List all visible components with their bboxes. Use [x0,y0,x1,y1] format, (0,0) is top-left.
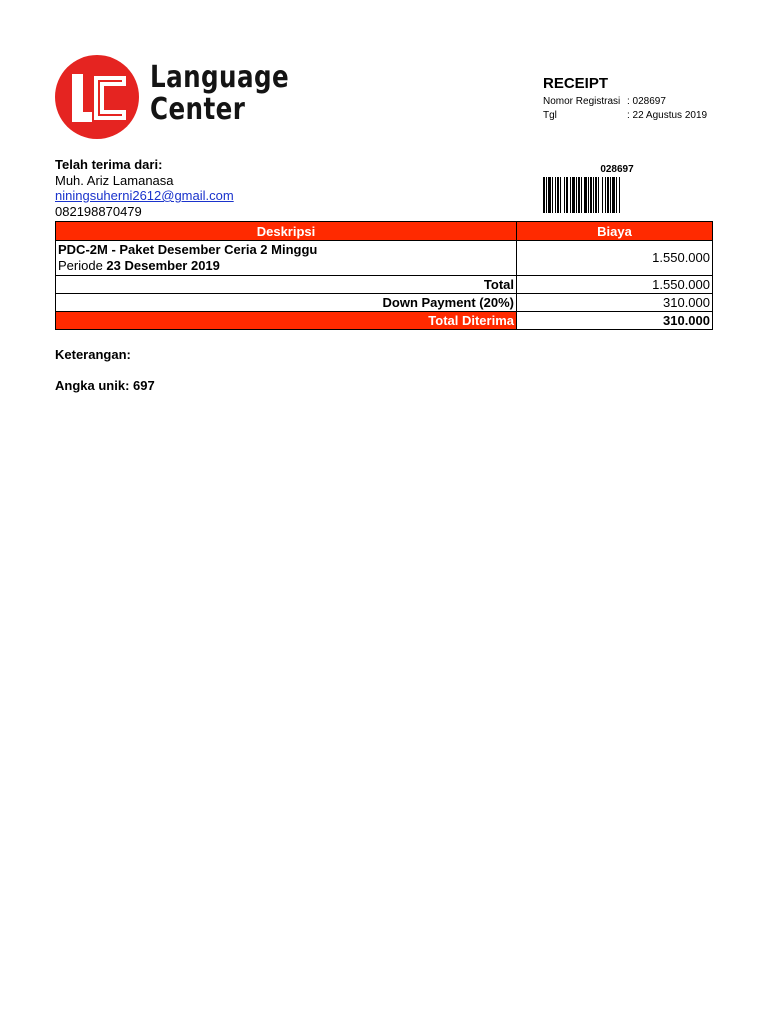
barcode-bar [548,177,551,213]
registration-value: : 028697 [627,96,666,107]
barcode-bar [619,177,620,213]
barcode-bar [616,177,617,213]
date-label: Tgl [543,110,557,121]
down-payment-value: 310.000 [517,294,713,312]
barcode-bar [572,177,575,213]
total-value: 1.550.000 [517,276,713,294]
barcode-bar [570,177,571,213]
receipt-header [543,75,707,123]
down-payment-label: Down Payment (20%) [56,294,517,312]
barcode-bar [578,177,580,213]
item-cost: 1.550.000 [517,241,713,276]
barcode-bar [602,177,603,213]
barcode-bar [581,177,582,213]
barcode-bar [595,177,597,213]
receipt-title: RECEIPT [543,75,609,92]
barcode-bars-icon [543,177,685,213]
barcode-bar [552,177,553,213]
registration-label: Nomor Registrasi [543,96,621,107]
date-value: : 22 Agustus 2019 [627,110,708,121]
barcode-bar [590,177,592,213]
barcode-bar [598,177,599,213]
barcode-bar [560,177,561,213]
total-received-value: 310.000 [517,312,713,330]
description-header: Deskripsi [56,222,517,241]
company-logo [54,54,290,140]
received-from-label: Telah terima dari: [55,157,163,172]
brand-line-1: Language [150,60,290,95]
table-header-row [56,222,713,241]
barcode-bar [605,177,606,213]
barcode-bar [555,177,556,213]
total-label: Total [56,276,517,294]
barcode-bar [543,177,545,213]
lc-logo-icon [54,54,142,140]
customer-phone: 082198870479 [55,203,142,219]
period-value: 23 Desember 2019 [106,258,220,273]
barcode-bar [564,177,565,213]
barcode-bar [607,177,609,213]
total-row [56,276,713,294]
barcode-bar [610,177,611,213]
barcode-bar [593,177,594,213]
barcode [543,164,687,213]
unique-code: Angka unik: 697 [55,378,155,393]
notes-block [55,347,155,409]
received-from-block [55,157,234,219]
customer-email-link[interactable]: niningsuherni2612@gmail.com [55,188,234,203]
item-name: PDC-2M - Paket Desember Ceria 2 Minggu [58,242,318,257]
brand-line-2: Center [150,92,246,127]
down-payment-row [56,294,713,312]
barcode-bar [546,177,547,213]
cost-header: Biaya [517,222,713,241]
date-row [543,109,707,123]
barcode-bar [612,177,615,213]
barcode-bar [584,177,587,213]
keterangan-label: Keterangan: [55,347,131,362]
total-received-row [56,312,713,330]
period-label: Periode [58,258,107,273]
item-description-cell [56,241,517,276]
items-table [55,221,713,330]
barcode-bar [557,177,559,213]
barcode-bar [588,177,589,213]
barcode-number: 028697 [600,164,634,175]
customer-name: Muh. Ariz Lamanasa [55,172,174,188]
barcode-bar [576,177,577,213]
table-row [56,241,713,276]
total-received-label: Total Diterima [56,312,517,330]
brand-name [150,62,289,126]
barcode-bar [566,177,568,213]
registration-row [543,95,707,109]
item-period [58,258,514,274]
